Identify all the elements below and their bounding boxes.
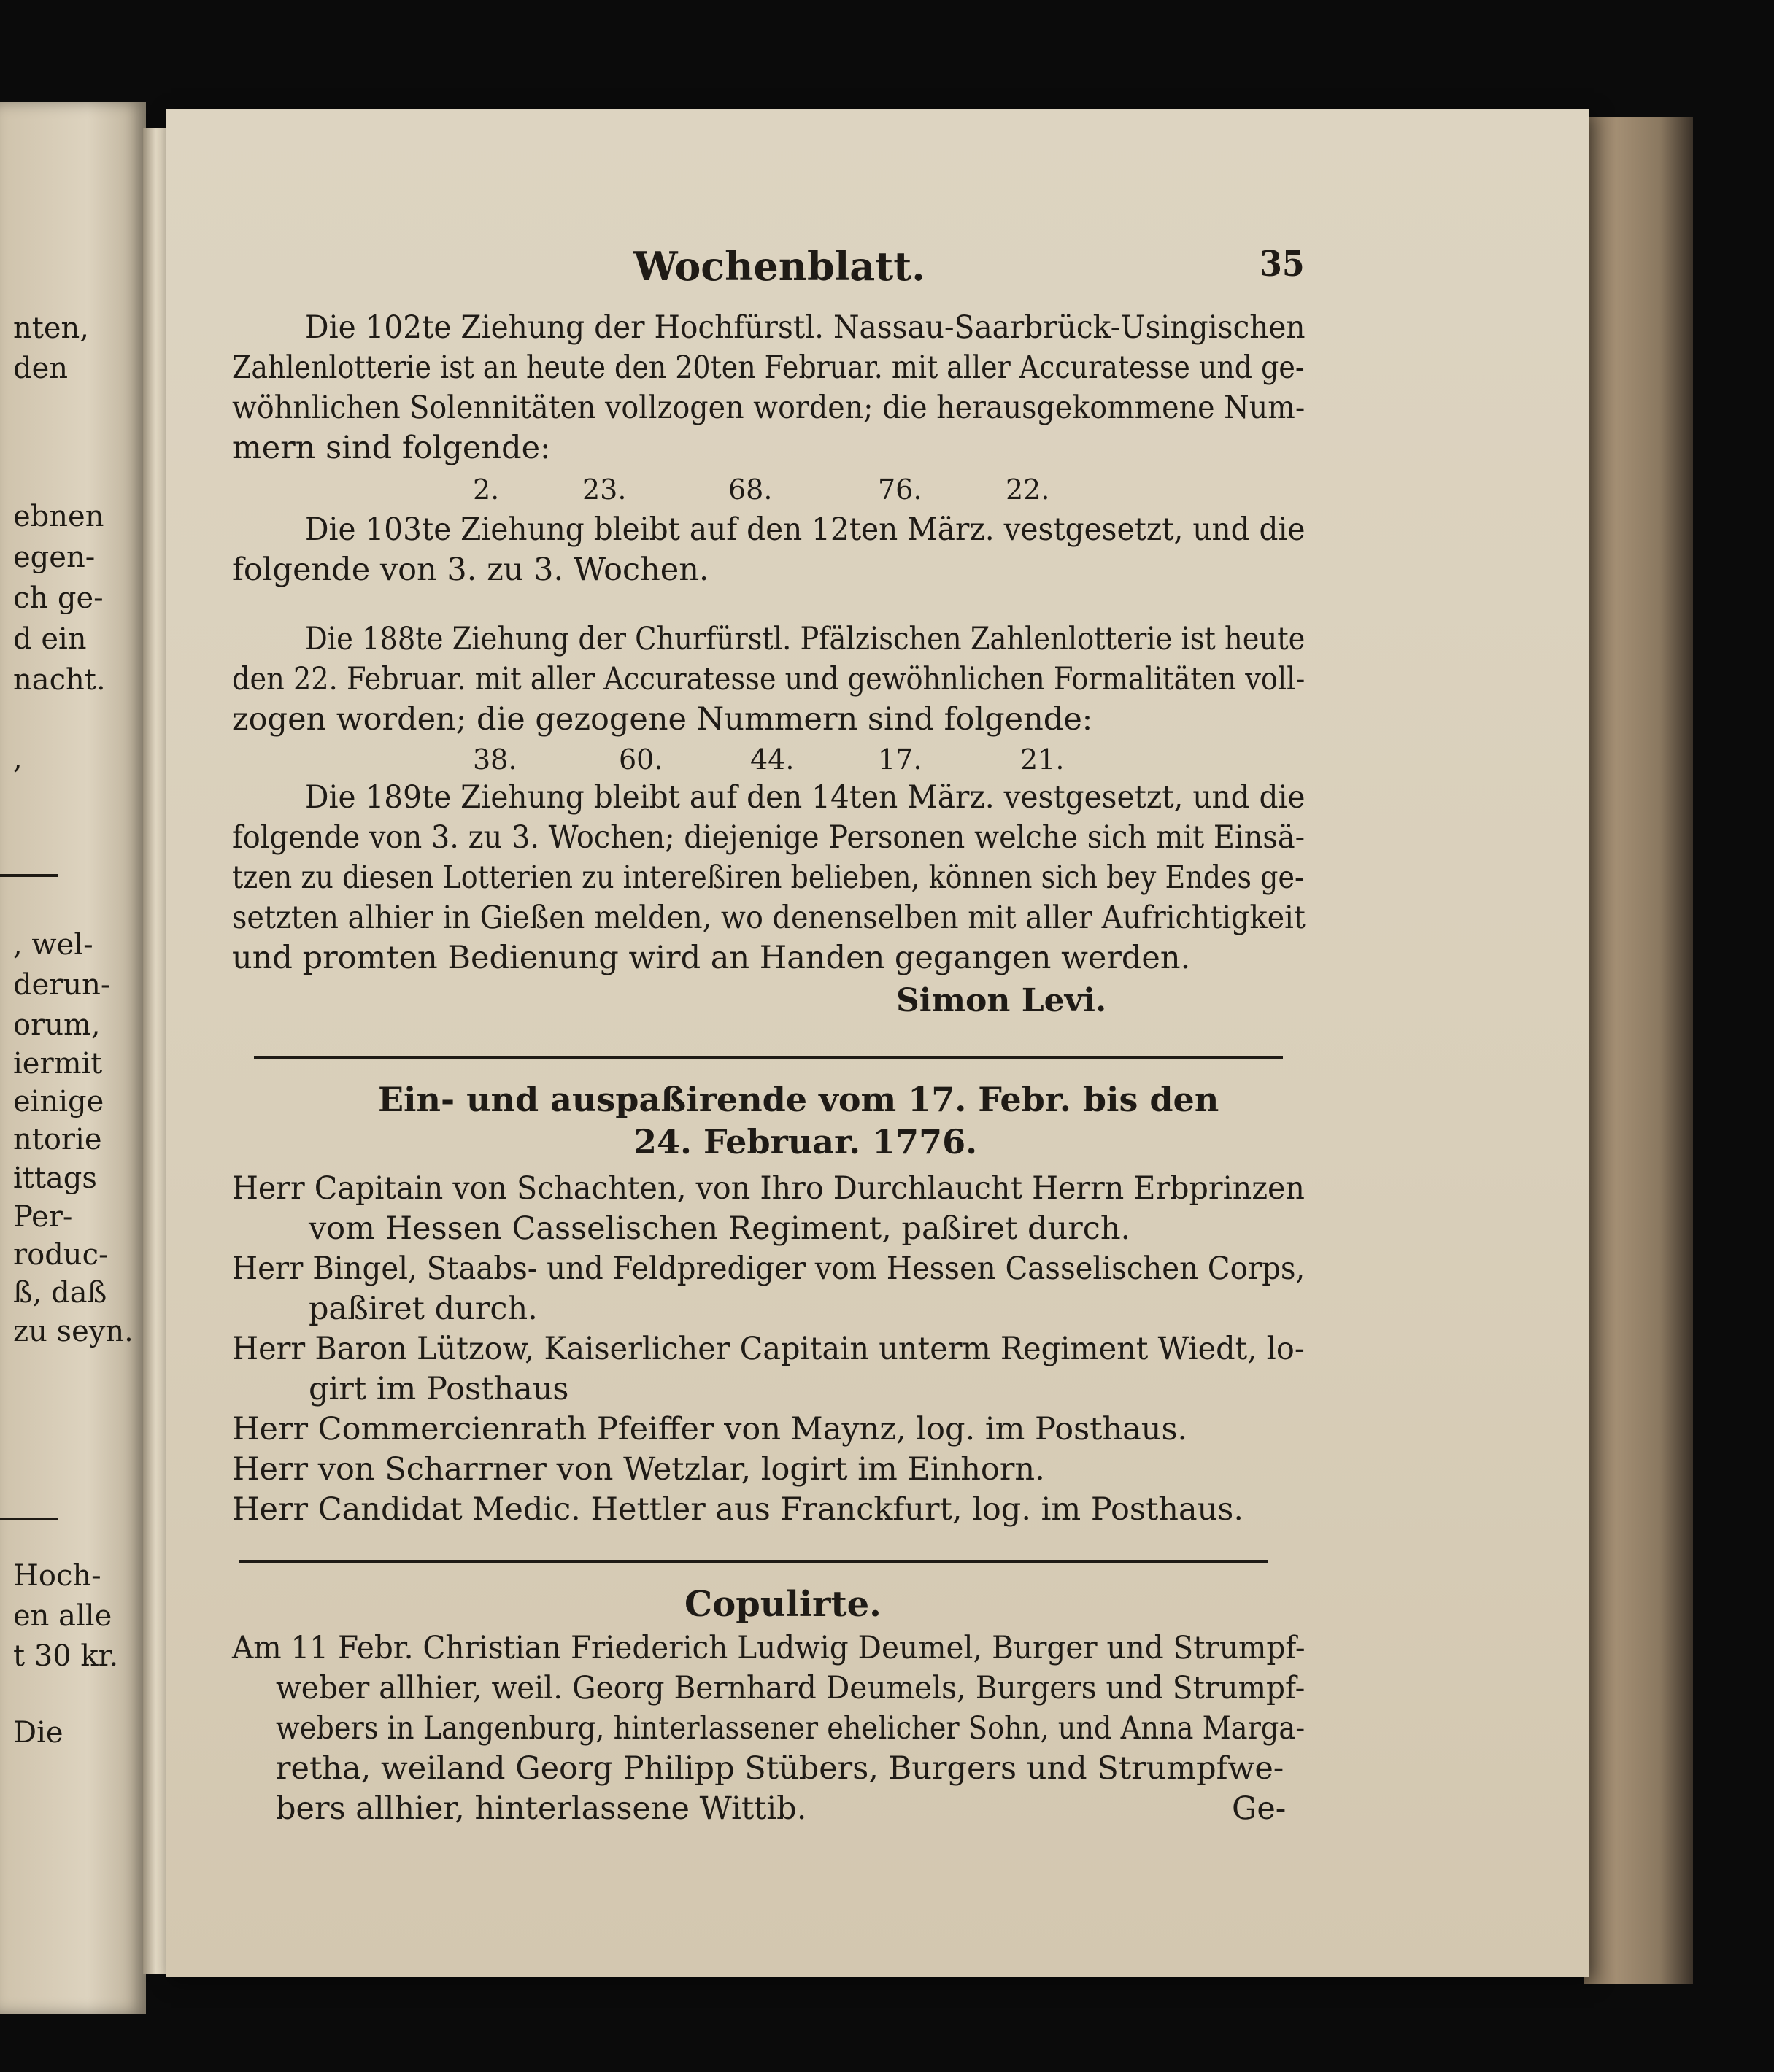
left-rule <box>0 1518 58 1520</box>
left-fragment-text: t 30 kr. <box>13 1639 119 1673</box>
section-heading: Copulirte. <box>684 1584 882 1625</box>
section-divider <box>254 1056 1283 1059</box>
left-fragment-text: nacht. <box>13 663 106 697</box>
left-fragment-text: roduc- <box>13 1238 109 1272</box>
left-page-fragment <box>0 102 146 2014</box>
left-fragment-text: orum, <box>13 1008 101 1042</box>
left-fragment-text: ß, daß <box>13 1276 107 1310</box>
text-line: wöhnlichen Solennitäten vollzogen worden; die herausgekommene Num- <box>232 390 1306 426</box>
left-rule <box>0 874 58 877</box>
catchword: Ge- <box>1232 1790 1287 1827</box>
traveller-entry-cont: vom Hessen Casselischen Regiment, paßiret durch. <box>309 1210 1131 1247</box>
text-line: setzten alhier in Gießen melden, wo denenselben mit aller Aufrichtigkeit <box>232 900 1306 936</box>
left-fragment-text: Per- <box>13 1200 73 1234</box>
section-heading: Ein- und auspaßirende vom 17. Febr. bis den <box>378 1080 1219 1119</box>
text-line: folgende von 3. zu 3. Wochen. <box>232 552 709 588</box>
left-fragment-text: iermit <box>13 1047 103 1081</box>
text-line: mern sind folgende: <box>232 430 551 466</box>
drawn-number: 22. <box>1006 473 1050 506</box>
marriage-entry: retha, weiland Georg Philipp Stübers, Burgers und Strumpfwe- <box>276 1750 1284 1787</box>
text-line: folgende von 3. zu 3. Wochen; diejenige Personen welche sich mit Einsä- <box>232 819 1306 856</box>
marriage-entry: Am 11 Febr. Christian Friederich Ludwig Deumel, Burger und Strumpf- <box>232 1630 1306 1666</box>
left-fragment-text: en alle <box>13 1599 112 1633</box>
drawn-number: 23. <box>582 473 627 506</box>
text-line: Die 103te Ziehung bleibt auf den 12ten März. vestgesetzt, und die <box>305 511 1306 548</box>
left-fragment-text: ntorie <box>13 1123 102 1156</box>
traveller-entry: Herr Baron Lützow, Kaiserlicher Capitain unterm Regiment Wiedt, lo- <box>232 1331 1305 1367</box>
marriage-entry: bers allhier, hinterlassene Wittib. <box>276 1790 807 1827</box>
left-fragment-text: den <box>13 352 69 385</box>
section-divider <box>239 1560 1268 1563</box>
text-line: Die 188te Ziehung der Churfürstl. Pfälzischen Zahlenlotterie ist heute <box>305 621 1306 657</box>
page <box>166 109 1589 1977</box>
left-fragment-text: Die <box>13 1716 63 1750</box>
left-fragment-text: ch ge- <box>13 581 104 615</box>
left-fragment-text: zu seyn. <box>13 1315 134 1348</box>
text-line: Die 189te Ziehung bleibt auf den 14ten März. vestgesetzt, und die <box>305 779 1306 816</box>
left-fragment-text: derun- <box>13 968 111 1002</box>
drawn-number: 38. <box>473 743 517 776</box>
text-line: und promten Bedienung wird an Handen gegangen werden. <box>232 940 1191 976</box>
left-fragment-text: ittags <box>13 1161 97 1195</box>
traveller-entry: Herr von Scharrner von Wetzlar, logirt im Einhorn. <box>232 1451 1045 1488</box>
drawn-number: 76. <box>878 473 922 506</box>
marriage-entry: weber allhier, weil. Georg Bernhard Deumels, Burgers und Strumpf- <box>276 1670 1306 1706</box>
left-fragment-text: ebnen <box>13 500 104 533</box>
left-fragment-text: d ein <box>13 622 87 656</box>
book-cover-edge <box>1584 117 1693 1984</box>
left-fragment-text: , wel- <box>13 928 93 962</box>
signature: Simon Levi. <box>896 982 1107 1019</box>
traveller-entry: Herr Capitain von Schachten, von Ihro Durchlaucht Herrn Erbprinzen <box>232 1170 1305 1207</box>
drawn-number: 44. <box>750 743 795 776</box>
traveller-entry: Herr Commercienrath Pfeiffer von Maynz, log. im Posthaus. <box>232 1411 1188 1447</box>
drawn-number: 21. <box>1020 743 1065 776</box>
left-fragment-text: , <box>13 742 23 776</box>
left-fragment-text: einige <box>13 1085 104 1118</box>
traveller-entry: Herr Bingel, Staabs- und Feldprediger vom Hessen Casselischen Corps, <box>232 1250 1306 1287</box>
text-line: zogen worden; die gezogene Nummern sind folgende: <box>232 701 1093 738</box>
text-line: Zahlenlotterie ist an heute den 20ten Februar. mit aller Accuratesse und ge- <box>232 349 1305 386</box>
left-fragment-text: Hoch- <box>13 1559 101 1593</box>
drawn-number: 60. <box>619 743 663 776</box>
traveller-entry-cont: girt im Posthaus <box>309 1371 569 1407</box>
drawn-number: 17. <box>878 743 922 776</box>
traveller-entry-cont: paßiret durch. <box>309 1291 538 1327</box>
left-fragment-text: egen- <box>13 541 96 574</box>
drawn-number: 68. <box>728 473 773 506</box>
section-heading: 24. Februar. 1776. <box>633 1122 978 1161</box>
text-line: den 22. Februar. mit aller Accuratesse und gewöhnlichen Formalitäten voll- <box>232 661 1306 697</box>
drawn-number: 2. <box>473 473 500 506</box>
marriage-entry: webers in Langenburg, hinterlassener ehelicher Sohn, und Anna Marga- <box>276 1710 1306 1747</box>
left-fragment-text: nten, <box>13 312 89 345</box>
page-number: 35 <box>1260 244 1305 285</box>
text-line: tzen zu diesen Lotterien zu intereßiren belieben, können sich bey Endes ge- <box>232 859 1304 896</box>
traveller-entry: Herr Candidat Medic. Hettler aus Franckfurt, log. im Posthaus. <box>232 1491 1244 1528</box>
text-line: Die 102te Ziehung der Hochfürstl. Nassau-Saarbrück-Usingischen <box>305 309 1306 346</box>
page-title: Wochenblatt. <box>633 243 925 290</box>
